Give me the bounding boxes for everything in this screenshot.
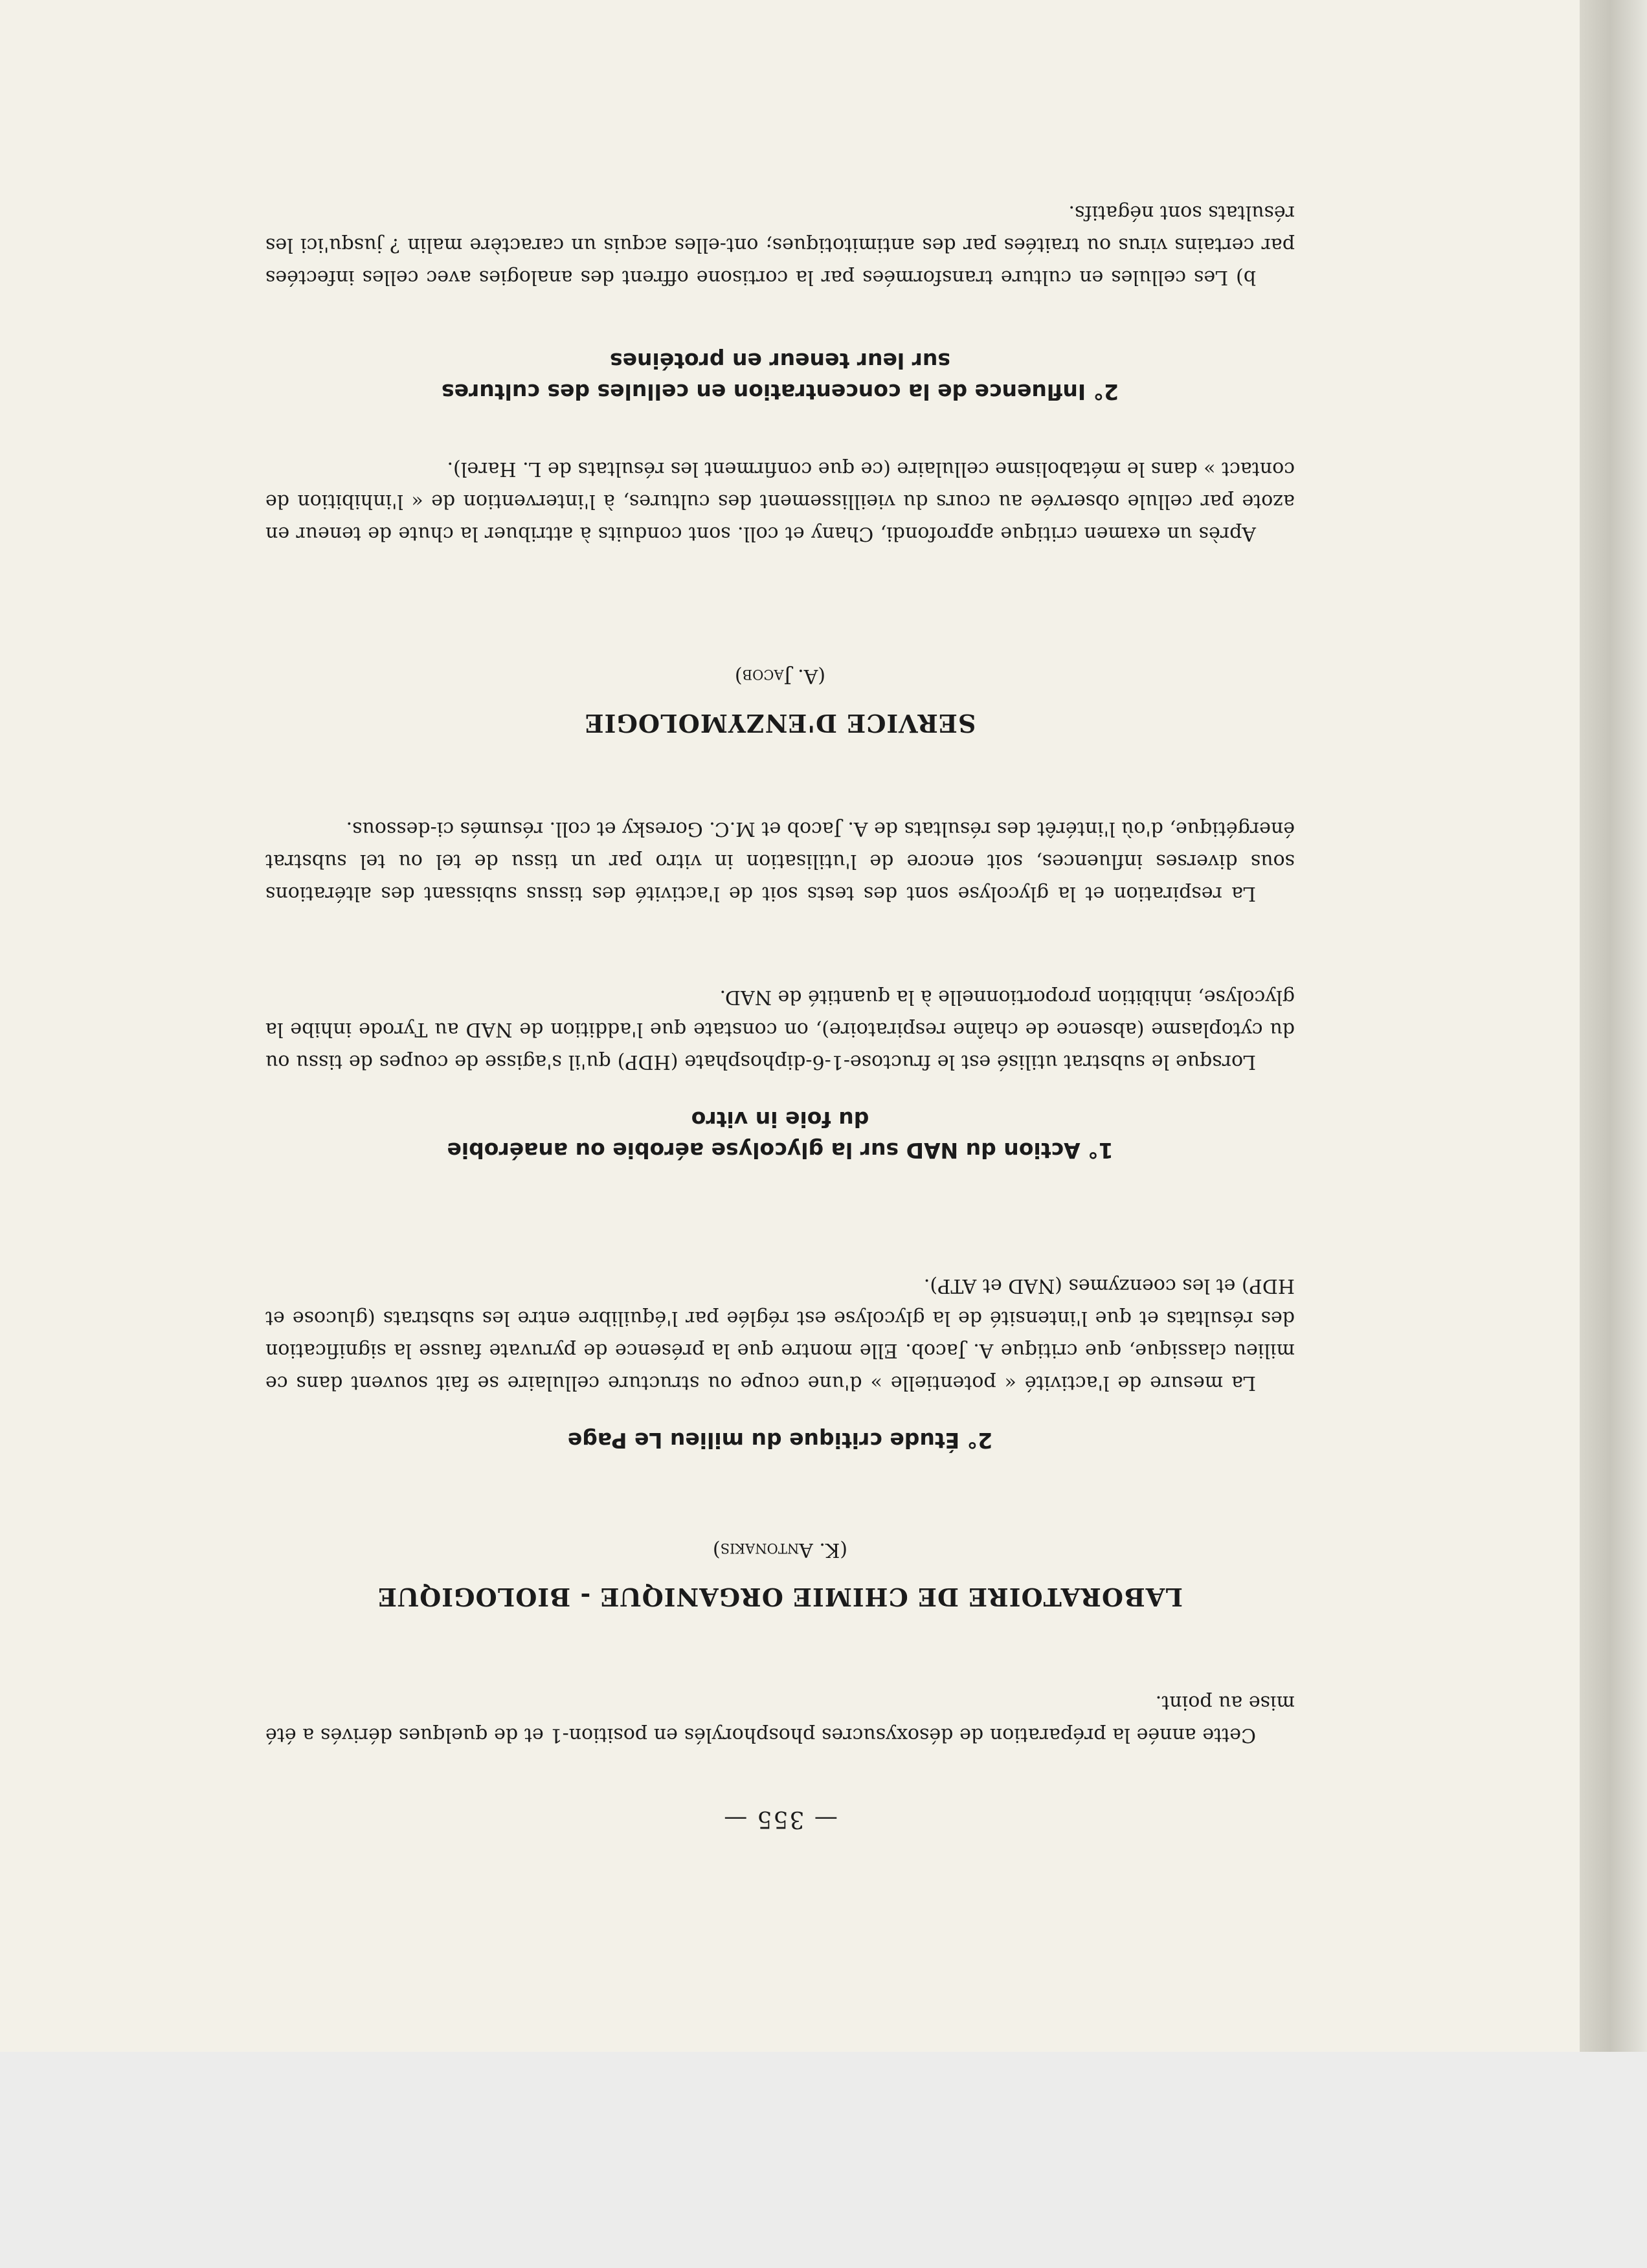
lab-section-title: LABORATOIRE DE CHIMIE ORGANIQUE - BIOLOGIQUE (377, 1583, 1183, 1612)
culture-title-line1: 2° Influence de la concentration en cellules des cultures (441, 379, 1119, 405)
culture-title-line2: sur leur teneur en protéines (609, 348, 951, 373)
section2-title: 2° Étude critique du milieu Le Page (567, 1428, 993, 1453)
page-number: — 355 — (723, 1806, 838, 1832)
fragment-paragraph: Cette année la préparation de désoxysucres phosphorylés en position-1 et de quelques dérivés a été mise au point. (265, 1691, 1295, 1746)
section1-title-line2: du foie in vitro (691, 1107, 869, 1132)
item-b-paragraph: b) Les cellules en culture transformées par la cortisone offrent des analogies avec celles infectées par certains virus ou traitées par des antimitotiques; ont-elles acquis un caractère malin ? jusqu'ici les résultats sont négatifs. (265, 201, 1295, 289)
book-gutter-shadow (1580, 0, 1647, 2052)
scanner-bed (0, 2052, 1647, 2268)
section1-paragraph: Lorsque le substrat utilisé est le fructose-1-6-diphosphate (HDP) qu'il s'agisse de coupes de tissu ou du cytoplasme (absence de chaîne respiratoire), on constate que l'addition de NAD au Tyrode inhibe la glycolyse, inhibition proportionnelle à la quantité de NAD. (265, 986, 1295, 1073)
section1-title-line1: 1° Action du NAD sur la glycolyse aérobie ou anaérobie (447, 1138, 1114, 1163)
culture-paragraph: Après un examen critique approfondi, Chany et coll. sont conduits à attribuer la chute de teneur en azote par cellule observée au cours du vieillissement des cultures, à l'intervention de « l'inhibition de contact » dans le métabolisme cellulaire (ce que confirment les résultats de L. Harel). (265, 458, 1295, 545)
lab-section-author: (K. Antonakis) (712, 1539, 848, 1561)
page-content (265, 177, 1295, 1835)
intro-paragraph: La respiration et la glycolyse sont des tests soit de l'activité des tissus subissant des altérations sous diverses influences, soit encore de l'utilisation in vitro par un tissu de tel ou tel substrat énergétique, d'où l'intérêt des résultats de A. Jacob et M.C. Goresky et coll. résumés ci-dessous. (265, 817, 1295, 905)
service-author: (A. Jacob) (734, 665, 826, 687)
section2-paragraph: La mesure de l'activité « potentielle » d'une coupe ou structure cellulaire se fait souvent dans ce milieu classique, que critique A. Jacob. Elle montre que la présence de pyruvate fausse la signification des résultats et que l'intensité de la glycolyse est réglée par l'équilibre entre les substrats (glucose et HDP) et les coenzymes (NAD et ATP). (265, 1274, 1295, 1394)
service-title: SERVICE D'ENZYMOLOGIE (584, 709, 976, 738)
